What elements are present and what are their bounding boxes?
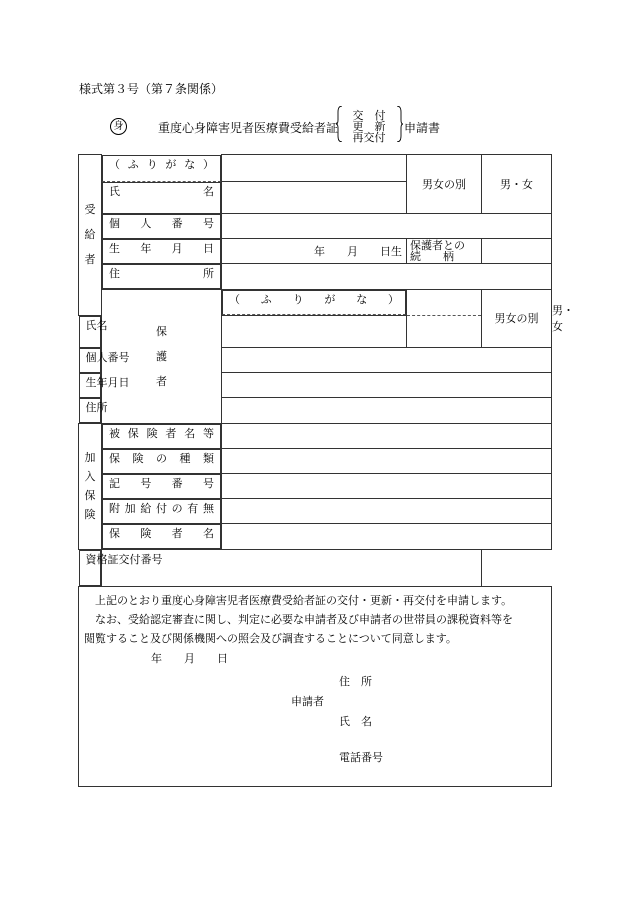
declaration-address-label: 住 所 [339, 674, 372, 688]
declaration-date[interactable]: 年 月 日 [151, 651, 228, 665]
insurer-name-label: 保 険 者 名 [102, 524, 221, 549]
recipient-relation-label: 保護者との 続 柄 [407, 239, 482, 264]
guardian-address-field[interactable] [222, 398, 552, 424]
declaration-line-3: 閲覧すること及び関係機関への照会及び調査することについて同意します。 [84, 631, 457, 645]
recipient-dob-label: 生 年 月 日 [102, 239, 221, 264]
cert-number-label: 資 格 証 交 付 番 号 [79, 550, 102, 586]
guardian-id-label: 個 人 番 号 [79, 348, 102, 373]
right-brace [397, 106, 403, 142]
guardian-name-field[interactable] [222, 315, 407, 348]
recipient-id-field[interactable] [222, 214, 552, 239]
declaration-line-2: なお、受給認定審査に関し、判定に必要な申請者及び申請者の世帯員の課税資料等を [95, 612, 513, 626]
insurer-name-field[interactable] [222, 524, 552, 550]
guardian-dob-field[interactable] [222, 373, 552, 398]
additional-benefit-field[interactable] [222, 499, 552, 524]
guardian-furigana-field[interactable] [407, 289, 482, 315]
recipient-id-label: 個 人 番 号 [102, 214, 221, 239]
guardian-group-label: 保 護 者 [102, 289, 222, 423]
recipient-address-field[interactable] [222, 264, 552, 290]
recipient-furigana-label: （ ふ り が な ） [102, 155, 221, 182]
symbol-number-field[interactable] [222, 474, 552, 499]
insurance-type-label: 保 険 の 種 類 [102, 449, 221, 474]
phone-label: 電話番号 [339, 750, 383, 764]
form-title-suffix: 申請書 [404, 121, 441, 135]
declaration-section [79, 586, 552, 786]
recipient-name-label: 氏 名 [102, 182, 221, 214]
option-reissue: 再交付 [352, 131, 386, 144]
declaration-line-1: 上記のとおり重度心身障害児者医療費受給者証の交付・更新・再交付を申請します。 [95, 593, 513, 607]
guardian-furigana-label: （ ふ り が な ） [222, 290, 406, 315]
application-form-table: 受 給 者 （ ふ り が な ） 男女の別 男・女 氏 名 個 人 番 号 生 年 月 日 年 月 日生 保護者との 続 柄 住 所 保 護 者 （ ふ り が な ） 男女の別 男・女 氏 名 個 人 番 号 生 年 月 日 住 所 加 入 保 険 被 保 険 者 名 等 保 険 の 種 類 記 号 番 号 附 加 給 付 の 有 無 保 険 者 名 資 格 証 交 付 番 号 上記のとおり重度心身障害児者医療費受給者証の交付・更新・再交付を申請します。 なお、受給認定審査に関し、判定に必要な申請者及び申請者の世帯員の課税資料等を 閲覧すること及び関係機関への照会及び調査することについて同意します。 年 月 日 住 所 申請者 氏 名 電話番号 [78, 154, 552, 787]
symbol-number-label: 記 号 番 号 [102, 474, 221, 499]
applicant-label: 申請者 [291, 694, 324, 708]
guardian-sex-label: 男女の別 [482, 289, 552, 348]
recipient-address-label: 住 所 [102, 264, 221, 289]
guardian-address-label: 住 所 [79, 398, 102, 423]
insured-name-field[interactable] [222, 423, 552, 449]
option-issue: 交 付 [352, 109, 386, 122]
option-renewal: 更 新 [352, 120, 386, 133]
recipient-group-label: 受 給 者 [79, 155, 102, 316]
recipient-sex-label: 男女の別 [407, 155, 482, 214]
declaration-name-label: 氏 名 [339, 714, 372, 728]
certificate-name: 重度心身障害児者医療費受給者証 [158, 121, 339, 135]
circle-mark: 身 [110, 118, 127, 135]
insurance-group-label: 加 入 保 険 [79, 423, 102, 549]
recipient-name-field[interactable] [222, 182, 407, 214]
insured-name-label: 被 保 険 者 名 等 [102, 424, 221, 449]
guardian-dob-label: 生 年 月 日 [79, 373, 102, 398]
additional-benefit-label: 附 加 給 付 の 有 無 [102, 499, 221, 524]
guardian-id-field[interactable] [222, 348, 552, 373]
recipient-furigana-field[interactable] [222, 155, 407, 182]
guardian-name-label: 氏 名 [79, 316, 102, 348]
recipient-dob-field[interactable]: 年 月 日生 [222, 239, 407, 264]
left-brace [336, 106, 342, 142]
recipient-sex-value[interactable]: 男・女 [482, 155, 552, 214]
form-number: 様式第３号（第７条関係） [79, 82, 224, 96]
recipient-relation-field[interactable] [482, 239, 552, 264]
insurance-type-field[interactable] [222, 449, 552, 474]
